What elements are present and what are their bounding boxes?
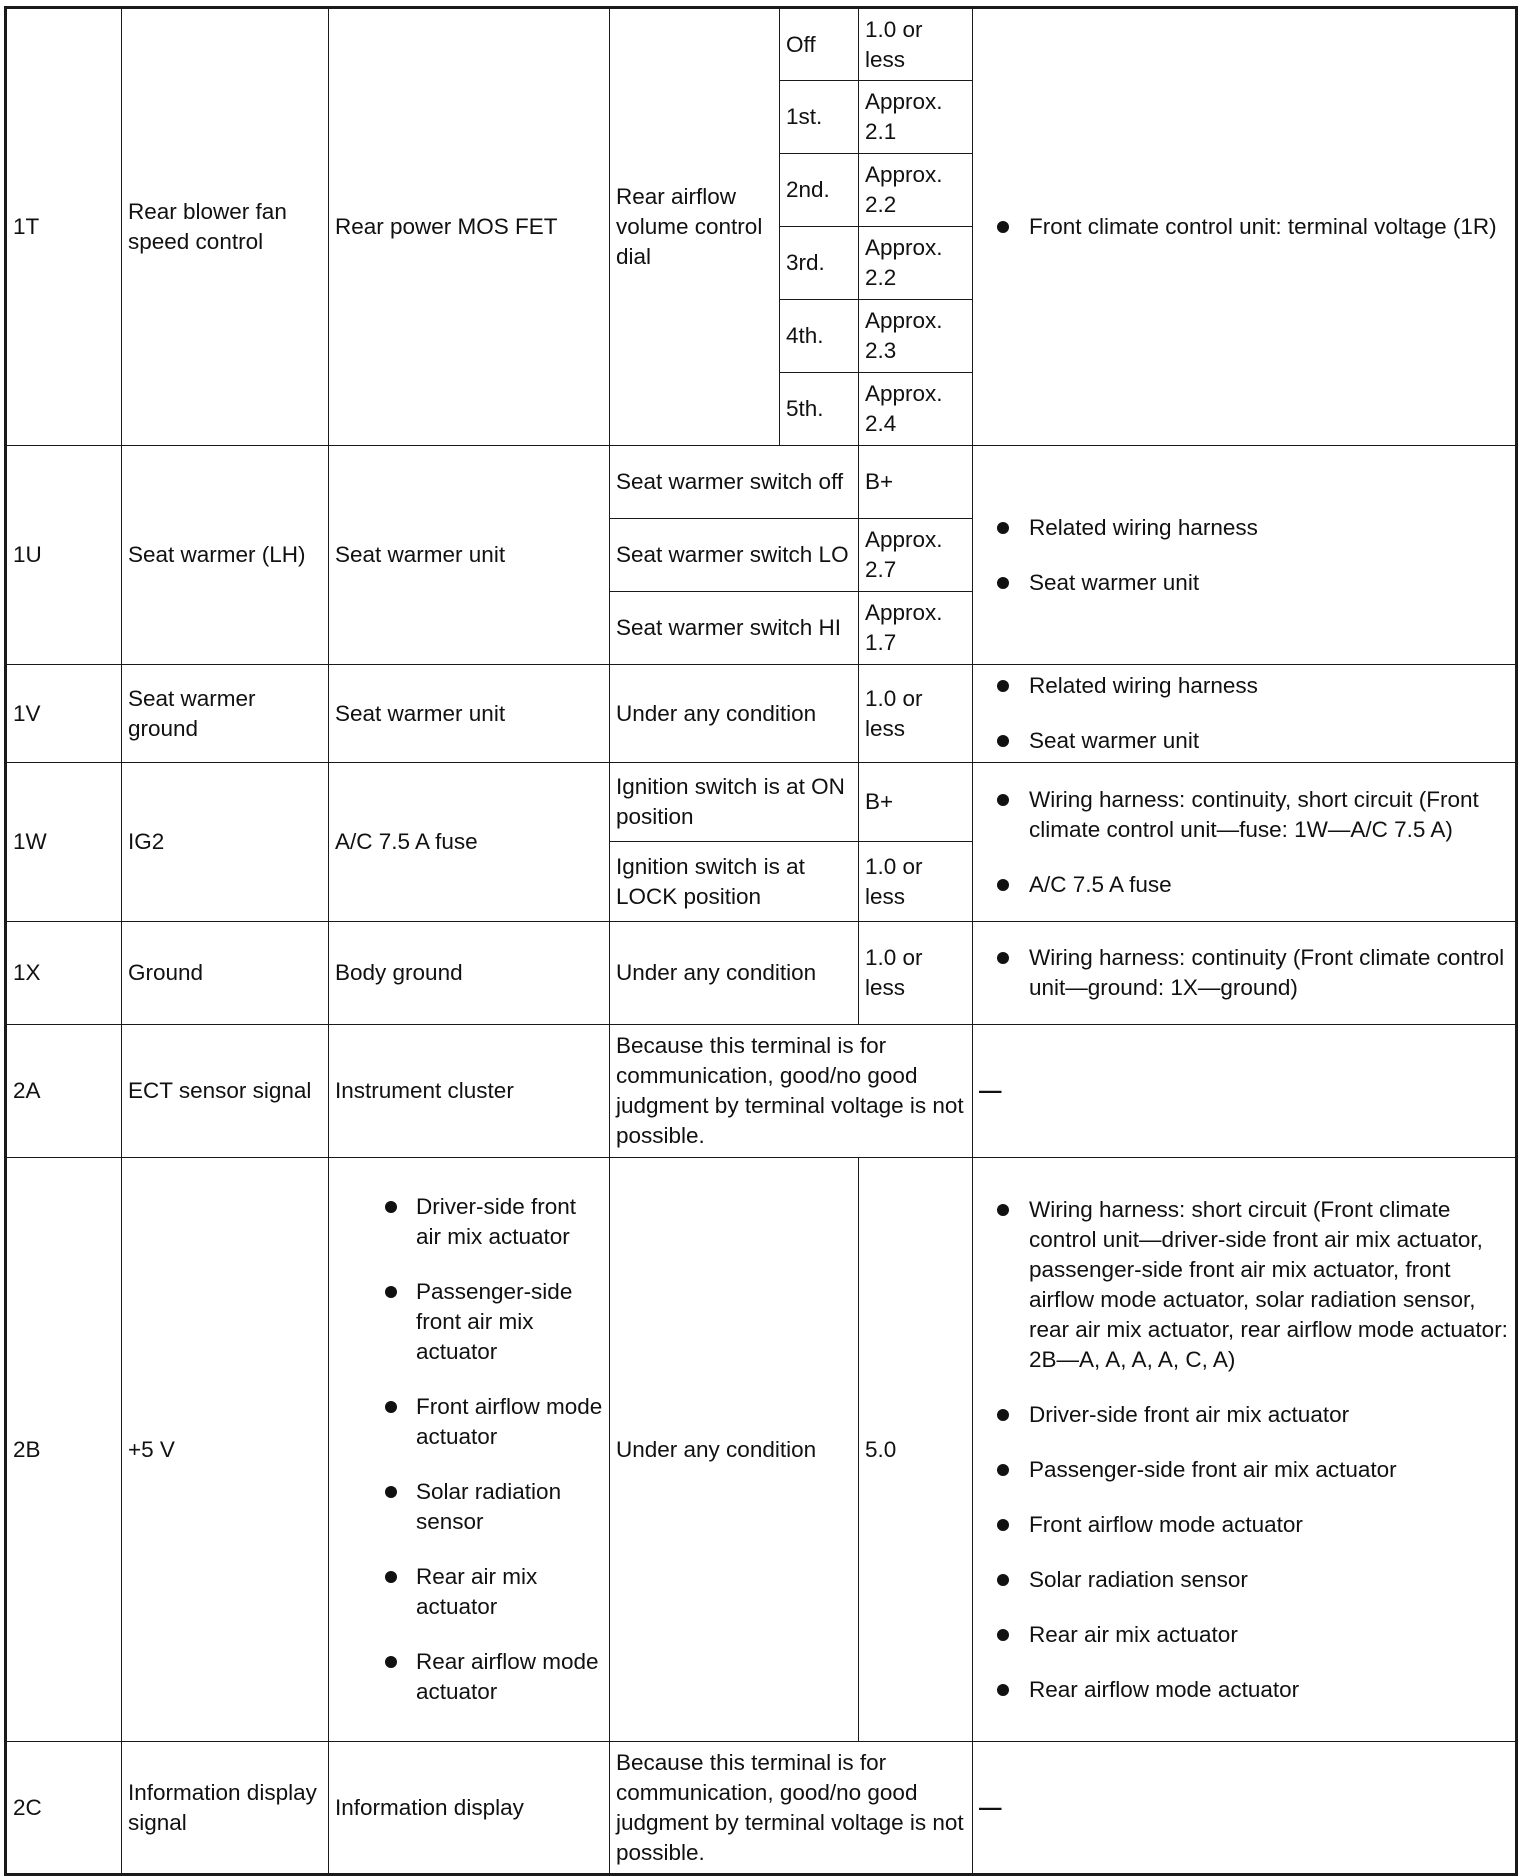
connected-cell: Seat warmer unit bbox=[329, 665, 610, 763]
condition-cell: Seat warmer switch HI bbox=[610, 592, 859, 665]
signal-cell: +5 V bbox=[122, 1158, 329, 1742]
inspection-cell bbox=[973, 1025, 1517, 1158]
terminal-cell: 1V bbox=[6, 665, 122, 763]
connected-cell: Seat warmer unit bbox=[329, 446, 610, 665]
condition-cell: Seat warmer switch off bbox=[610, 446, 859, 519]
inspection-cell bbox=[973, 446, 1517, 665]
connected-cell: A/C 7.5 A fuse bbox=[329, 763, 610, 922]
table-row bbox=[6, 763, 1517, 842]
list-item: Wiring harness: continuity, short circuit (Front climate control unit—fuse: 1W—A/C 7.5 A) bbox=[979, 785, 1509, 845]
note-cell: Because this terminal is for communication, good/no good judgment by terminal voltage is not possible. bbox=[610, 1025, 973, 1158]
inspection-list bbox=[979, 513, 1509, 598]
voltage-cell: Approx. 2.7 bbox=[859, 519, 973, 592]
condition-cell: Seat warmer switch LO bbox=[610, 519, 859, 592]
table-row bbox=[6, 446, 1517, 519]
terminal-cell: 2C bbox=[6, 1742, 122, 1875]
voltage-cell: B+ bbox=[859, 446, 973, 519]
inspection-cell bbox=[973, 922, 1517, 1025]
condition-cell: Under any condition bbox=[610, 922, 859, 1025]
inspection-cell bbox=[973, 8, 1517, 446]
inspection-cell bbox=[973, 763, 1517, 922]
voltage-cell: Approx. 2.1 bbox=[859, 81, 973, 154]
terminal-cell: 1T bbox=[6, 8, 122, 446]
list-item: Solar radiation sensor bbox=[335, 1477, 603, 1537]
list-item: Solar radiation sensor bbox=[979, 1565, 1509, 1595]
voltage-cell: 1.0 or less bbox=[859, 922, 973, 1025]
list-item: Passenger-side front air mix actuator bbox=[335, 1277, 603, 1367]
inspection-cell bbox=[973, 1158, 1517, 1742]
page bbox=[4, 6, 1518, 1876]
list-item: Rear air mix actuator bbox=[979, 1620, 1509, 1650]
connected-cell: Body ground bbox=[329, 922, 610, 1025]
connected-cell: Rear power MOS FET bbox=[329, 8, 610, 446]
signal-cell: ECT sensor signal bbox=[122, 1025, 329, 1158]
list-item: Related wiring harness bbox=[979, 513, 1509, 543]
list-item: Related wiring harness bbox=[979, 671, 1509, 701]
connected-cell bbox=[329, 1158, 610, 1742]
voltage-cell: Approx. 2.2 bbox=[859, 154, 973, 227]
list-item: Passenger-side front air mix actuator bbox=[979, 1455, 1509, 1485]
connected-list bbox=[335, 1192, 603, 1707]
terminal-cell: 1U bbox=[6, 446, 122, 665]
terminal-voltage-table bbox=[4, 6, 1518, 1876]
signal-cell: Seat warmer (LH) bbox=[122, 446, 329, 665]
list-item: Seat warmer unit bbox=[979, 568, 1509, 598]
terminal-cell: 1W bbox=[6, 763, 122, 922]
list-item: Rear air mix actuator bbox=[335, 1562, 603, 1622]
voltage-cell: B+ bbox=[859, 763, 973, 842]
inspection-list bbox=[979, 785, 1509, 900]
list-item: Wiring harness: short circuit (Front climate control unit—driver-side front air mix actuator, passenger-side front air mix actuator, front airflow mode actuator, solar radiation sensor, rear air mix actuator, rear airflow mode actuator: 2B—A, A, A, A, C, A) bbox=[979, 1195, 1509, 1375]
signal-cell: Seat warmer ground bbox=[122, 665, 329, 763]
voltage-cell: Approx. 2.4 bbox=[859, 373, 973, 446]
dial-step-cell: 2nd. bbox=[780, 154, 859, 227]
voltage-cell: Approx. 1.7 bbox=[859, 592, 973, 665]
signal-cell: Ground bbox=[122, 922, 329, 1025]
list-item: A/C 7.5 A fuse bbox=[979, 870, 1509, 900]
dash-mark: — bbox=[979, 1794, 1002, 1820]
dial-step-cell: 1st. bbox=[780, 81, 859, 154]
terminal-cell: 2A bbox=[6, 1025, 122, 1158]
table-row bbox=[6, 1025, 1517, 1158]
list-item: Wiring harness: continuity (Front climate control unit—ground: 1X—ground) bbox=[979, 943, 1509, 1003]
inspection-list bbox=[979, 212, 1509, 242]
signal-cell: Rear blower fan speed control bbox=[122, 8, 329, 446]
list-item: Rear airflow mode actuator bbox=[335, 1647, 603, 1707]
list-item: Driver-side front air mix actuator bbox=[335, 1192, 603, 1252]
voltage-cell: 5.0 bbox=[859, 1158, 973, 1742]
inspection-cell bbox=[973, 1742, 1517, 1875]
table-row bbox=[6, 1742, 1517, 1875]
dial-step-cell: 4th. bbox=[780, 300, 859, 373]
connected-cell: Information display bbox=[329, 1742, 610, 1875]
voltage-cell: 1.0 or less bbox=[859, 8, 973, 81]
inspection-list bbox=[979, 1195, 1509, 1705]
table-row bbox=[6, 665, 1517, 763]
voltage-cell: Approx. 2.2 bbox=[859, 227, 973, 300]
dash-mark: — bbox=[979, 1078, 1002, 1103]
condition-cell: Ignition switch is at ON position bbox=[610, 763, 859, 842]
condition-cell: Rear airflow volume control dial bbox=[610, 8, 780, 446]
table-row bbox=[6, 922, 1517, 1025]
connected-cell: Instrument cluster bbox=[329, 1025, 610, 1158]
list-item: Front airflow mode actuator bbox=[979, 1510, 1509, 1540]
condition-cell: Under any condition bbox=[610, 1158, 859, 1742]
dial-step-cell: 3rd. bbox=[780, 227, 859, 300]
terminal-cell: 2B bbox=[6, 1158, 122, 1742]
signal-cell: Information display signal bbox=[122, 1742, 329, 1875]
table-row bbox=[6, 1158, 1517, 1742]
voltage-cell: 1.0 or less bbox=[859, 665, 973, 763]
voltage-cell: Approx. 2.3 bbox=[859, 300, 973, 373]
dial-step-cell: 5th. bbox=[780, 373, 859, 446]
note-cell: Because this terminal is for communication, good/no good judgment by terminal voltage is not possible. bbox=[610, 1742, 973, 1875]
inspection-list bbox=[979, 943, 1509, 1003]
list-item: Seat warmer unit bbox=[979, 726, 1509, 756]
list-item: Front airflow mode actuator bbox=[335, 1392, 603, 1452]
condition-cell: Ignition switch is at LOCK position bbox=[610, 842, 859, 922]
terminal-cell: 1X bbox=[6, 922, 122, 1025]
voltage-cell: 1.0 or less bbox=[859, 842, 973, 922]
list-item: Front climate control unit: terminal voltage (1R) bbox=[979, 212, 1509, 242]
inspection-cell bbox=[973, 665, 1517, 763]
signal-cell: IG2 bbox=[122, 763, 329, 922]
table-row bbox=[6, 8, 1517, 81]
condition-cell: Under any condition bbox=[610, 665, 859, 763]
list-item: Driver-side front air mix actuator bbox=[979, 1400, 1509, 1430]
inspection-list bbox=[979, 671, 1509, 756]
list-item: Rear airflow mode actuator bbox=[979, 1675, 1509, 1705]
dial-step-cell: Off bbox=[780, 8, 859, 81]
